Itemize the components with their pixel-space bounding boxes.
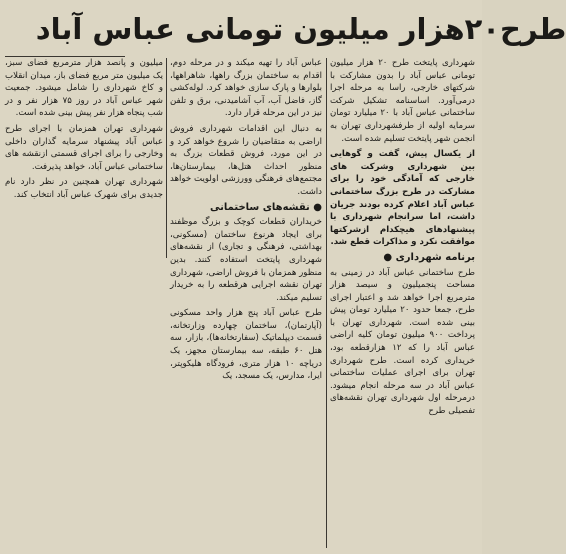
paragraph: به دنبال این اقدامات شهرداری فروش اراضی به متقاضیان را شروع خواهد کرد و در این مورد، فروش قطعات بزرگ به منظور احداث هتل‌ها، بیمارستان‌ها، مجتمع‌های فرهنگی وورزشی اولویت خواهد داشت. bbox=[170, 123, 322, 197]
paragraph: شهرداری پایتخت طرح ۲۰ هزار میلیون تومانی عباس آباد را بدون مشارکت با شرکتهای خارجی، راسا به مرحله اجرا درمی‌آورد. اساسنامه تشکیل شرکت ساختمانی عباس آباد با ۲۰ میلیارد تومان سرمایه اولیه از طرفشهرداری تهران به انجمن شهر پایتخت تسلیم شده است. bbox=[330, 58, 475, 144]
headline: طرح۲۰هزار میلیون تومانی عباس آباد bbox=[35, 12, 566, 46]
column-right bbox=[330, 57, 475, 549]
section-heading: برنامه شهرداری ● bbox=[383, 251, 475, 263]
paragraph: میلیون و پانصد هزار مترمربع فضای سبز، یک میلیون متر مربع فضای باز، میدان انقلاب و کاخ شهرداری را شامل میشود. جمعیت شهر عباس آباد در روز ۷۵ هزار نفر و در شب پنجاه هزار نفر پیش بینی شده است. bbox=[5, 58, 163, 119]
column-rule-left bbox=[166, 58, 167, 258]
paragraph: شهرداری تهران همچنین در نظر دارد نام جدیدی برای شهرک عباس آباد انتخاب کند. bbox=[5, 177, 163, 200]
paragraph: طرح عباس آباد پنج هزار واحد مسکونی (آپارتمان)، ساختمان چهارده وزارتخانه، قسمت دیپلماتیک (سفارتخانه‌ها)، بازار، سه هتل ۶۰ طبقه، سه بیمارستان مجهز، یک دریاچه ۱۰ هزار متری، فرودگاه هلیکوپتر، ایرا، مدارس، یک مسجد، یک bbox=[170, 308, 323, 382]
column-left bbox=[5, 57, 163, 257]
section-heading: ● نقشه‌های ساختمانی bbox=[210, 201, 322, 213]
column-rule-right bbox=[326, 58, 327, 548]
column-middle bbox=[170, 57, 322, 549]
paragraph: خریداران قطعات کوچک و بزرگ موظفند برای ایجاد هرنوع ساختمان (مسکونی، بهداشتی، فرهنگی و تجاری) از نقشه‌های شهرداری پایتخت استفاده کنند. بدین منظور همزمان با فروش اراضی، شهرداری تهران نقشه اجرایی هرقطعه را به خریدار تسلیم میکند. bbox=[170, 217, 322, 303]
paragraph-bold: از یکسال پیش، گفت و گوهایی بین شهرداری وشرکت های خارجی که آمادگی خود را برای مشارکت در طرح بزرگ ساختمانی عباس آباد اعلام کرده بودند جریان داشت، اما سرانجام شهرداری با پیشنهادهای هیچکدام ازشرکتها موافقت نکرد و مذاکرات قطع شد. bbox=[330, 149, 475, 248]
paragraph: شهرداری تهران همزمان با اجرای طرح عباس آباد پیشنهاد سرمایه گذاران داخلی وخارجی را برای اجرای قسمتی ازنقشه های ساختمانی عباس آباد، خواهد پذیرفت. bbox=[5, 123, 163, 172]
paragraph: طرح ساختمانی عباس آباد در زمینی به مساحت پنجمیلیون و سیصد هزار مترمربع اجرا خواهد شد و اعتبار اجرای طرح، جمعا حدود ۲۰ میلیارد تومان پیش بینی شده است. شهرداری تهران با پرداخت ۹۰۰ میلیون تومان کلیه اراضی عباس آباد را که ۱۲ هزارقطعه بود، خریداری کرده است. طرح شهرداری تهران برای اجرای عملیات ساختمانی عباس آباد در سه مرحله انجام میشود. درمرحله اول شهرداری تهران نقشه‌های تفصیلی طرح bbox=[330, 267, 475, 417]
paragraph: عباس آباد را تهیه میکند و در مرحله دوم، اقدام به ساختمان بزرگ راهها، شاهراهها، بلوارها و پارک سازی خواهد کرد. لوله‌کشی گاز، فاضل آب، آب آشامیدنی، برق و تلفن نیز در این مرحله قرار دارد. bbox=[170, 58, 322, 119]
